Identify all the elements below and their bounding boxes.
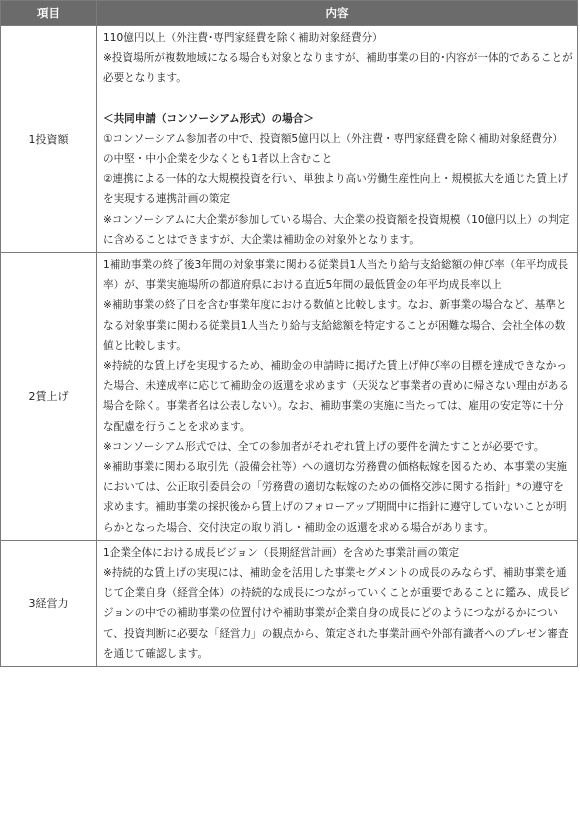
content-paragraph: [103, 89, 573, 109]
row-content: [97, 540, 578, 666]
table-row: [1, 26, 578, 253]
content-paragraph: ※コンソーシアム形式では、全ての参加者がそれぞれ賃上げの要件を満たすことが必要です。: [103, 440, 545, 453]
row-item-label: 2賃上げ: [1, 253, 97, 541]
content-paragraph: ②連携による一体的な大規模投資を行い、単独より高い労働生産性向上・規模拡大を通じた賃上げを実現する連携計画の策定: [103, 173, 569, 206]
row-content: [97, 253, 578, 541]
content-paragraph: ※持続的な賃上げを実現するため、補助金の申請時に掲げた賃上げ伸び率の目標を達成できなかった場合、未達成率に応じて補助金の返還を求めます（天災など事業者の責めに帰さない理由がある場合を除く。事業者名は公表しない）。なお、補助事業の実施に当たっては、雇用の安定等に十分な配慮を行うことを求めます。: [103, 360, 570, 433]
table-body: [1, 26, 578, 667]
section-heading: ＜共同申請（コンソーシアム形式）の場合＞: [103, 112, 314, 125]
row-item-label: 1投資額: [1, 26, 97, 253]
column-header-item: 項目: [1, 1, 97, 26]
row-item-label: 3経営力: [1, 540, 97, 666]
content-paragraph: ※コンソーシアムに大企業が参加している場合、大企業の投資額を投資規模（10億円以上）の判定に含めることはできますが、大企業は補助金の対象外となります。: [103, 213, 570, 246]
content-paragraph: ※補助事業の終了日を含む事業年度における数値と比較します。なお、新事業の場合など、基準となる対象事業に関わる従業員1人当たり給与支給総額を特定することが困難な場合、会社全体の数値と比較します。: [103, 299, 567, 352]
row-content: [97, 26, 578, 253]
content-paragraph: ①コンソーシアム参加者の中で、投資額5億円以上（外注費・専門家経費を除く補助対象経費分）の中堅・中小企業を少なくとも1者以上含むこと: [103, 132, 564, 166]
table-header-row: [1, 1, 578, 26]
content-paragraph: 1企業全体における成長ビジョン（長期経営計画）を含めた事業計画の策定: [103, 546, 460, 559]
content-paragraph: ※投資場所が複数地域になる場合も対象となりますが、補助事業の目的･内容が一体的であることが必要となります。: [103, 52, 573, 85]
content-paragraph: ※持続的な賃上げの実現には、補助金を活用した事業セグメントの成長のみならず、補助事業を通じて企業自身（経営全体）の持続的な成長につながっていくことが重要であることに鑑み、成長ビジョンの中での補助事業の位置付けや補助事業が企業自身の成長にどのようにつながるかについて、投資判断に必要な「経営力」の観点から、策定された事業計画や外部有識者へのプレゼン審査を通じて確認します。: [103, 567, 570, 660]
column-header-content: 内容: [97, 1, 578, 26]
content-paragraph: ※補助事業に関わる取引先（設備会社等）への適切な労務費の価格転嫁を図るため、本事業の実施においては、公正取引委員会の「労務費の適切な転嫁のための価格交渉に関する指針」*の遵守を求めます。補助事業の採択後から賃上げのフォローアップ期間中に指針に遵守していないことが明らかとなった場合、交付決定の取り消し・補助金の返還を求める場合があります。: [103, 461, 567, 534]
table-row: [1, 253, 578, 541]
content-paragraph: 1補助事業の終了後3年間の対象事業に関わる従業員1人当たり給与支給総額の伸び率（年平均成長率）が、事業実施場所の都道府県における直近5年間の最低賃金の年平均成長率以上: [103, 259, 569, 292]
content-paragraph: 110億円以上（外注費･専門家経費を除く補助対象経費分）: [103, 32, 383, 44]
table-row: [1, 540, 578, 666]
